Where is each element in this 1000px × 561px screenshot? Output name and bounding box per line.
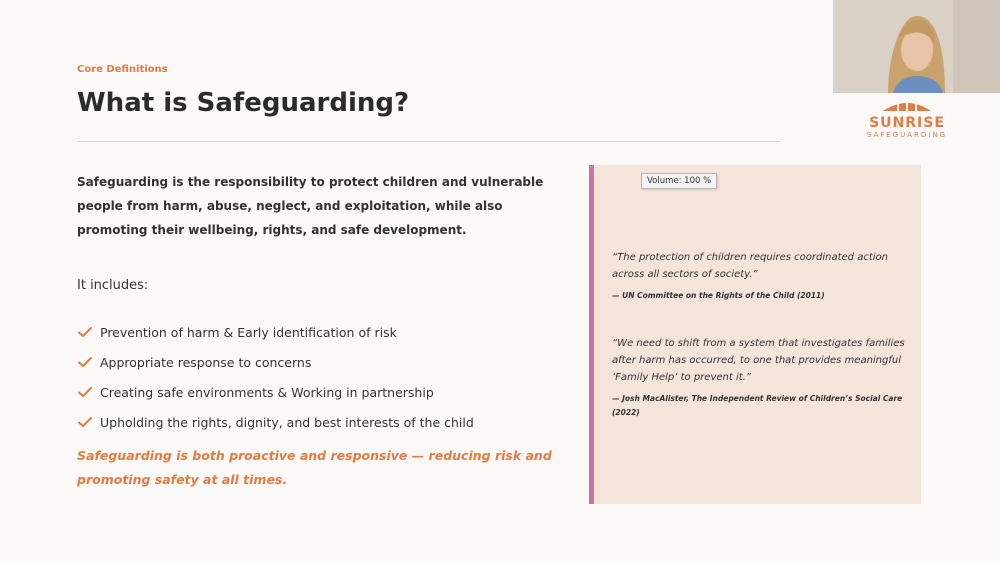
list-item-label: Prevention of harm & Early identification of risk xyxy=(100,324,397,340)
slide-eyebrow: Core Definitions xyxy=(77,64,168,75)
list-item-label: Appropriate response to concerns xyxy=(100,354,312,370)
presenter-video-image xyxy=(833,0,1000,93)
quote-text: “We need to shift from a system that investigates families after harm has occurred, to one that provides meaningful ‘Family Help’ to prevent it.” xyxy=(612,338,905,383)
list-item xyxy=(77,317,474,347)
quote-2 xyxy=(612,335,912,420)
slide-title: What is Safeguarding? xyxy=(77,88,410,118)
logo-name: SUNRISE xyxy=(869,115,945,131)
quote-panel xyxy=(589,165,921,504)
check-icon xyxy=(77,384,93,400)
list-item xyxy=(77,347,474,377)
list-item-label: Upholding the rights, dignity, and best interests of the child xyxy=(100,414,474,430)
check-icon xyxy=(77,414,93,430)
sunrise-logo xyxy=(862,96,952,139)
list-item-label: Creating safe environments & Working in partnership xyxy=(100,384,434,400)
title-divider xyxy=(77,141,780,142)
definition-text: Safeguarding is the responsibility to protect children and vulnerable people from harm, abuse, neglect, and exploitation, while also promoting their wellbeing, rights, and safe development. xyxy=(77,175,544,237)
logo-subtitle: SAFEGUARDING xyxy=(866,131,948,139)
check-icon xyxy=(77,324,93,340)
list-item xyxy=(77,377,474,407)
tagline: Safeguarding is both proactive and responsive — reducing risk and promoting safety at all times. xyxy=(77,448,552,487)
presenter-webcam[interactable] xyxy=(833,0,1000,93)
volume-tooltip: Volume: 100 % xyxy=(641,173,717,189)
quote-source: — Josh MacAlister, The Independent Review of Children’s Social Care (2022) xyxy=(612,394,903,417)
quote-source: — UN Committee on the Rights of the Child (2011) xyxy=(612,291,825,300)
quote-text: “The protection of children requires coordinated action across all sectors of society.” xyxy=(612,252,888,280)
check-icon xyxy=(77,354,93,370)
includes-label: It includes: xyxy=(77,278,149,293)
includes-list xyxy=(77,317,474,437)
list-item xyxy=(77,407,474,437)
sunrise-logo-icon xyxy=(877,97,937,111)
quote-1 xyxy=(612,249,912,303)
